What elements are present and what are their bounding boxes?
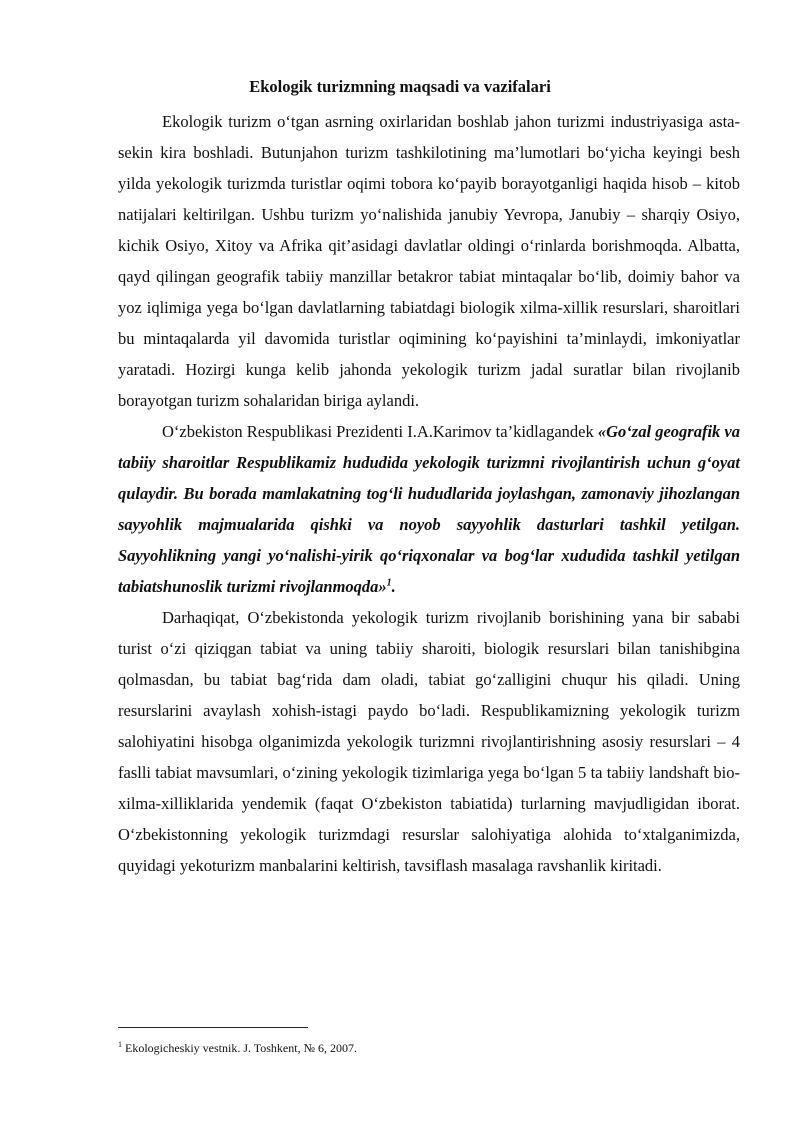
document-body [118, 106, 740, 881]
document-title: Ekologik turizmning maqsadi va vazifalari [249, 77, 551, 96]
paragraph-2-intro: O‘zbekiston Respublikasi Prezidenti I.A.Karimov ta’kidlagandek [162, 422, 594, 441]
footnote-text: Ekologicheskiy vestnik. J. Toshkent, № 6, 2007. [122, 1041, 358, 1055]
paragraph-3: Darhaqiqat, O‘zbekistonda yekologik turizm rivojlanib borishining yana bir sababi turist o‘zi qiziqgan tabiat va uning tabiiy sharoiti, biologik resurslari bilan tanishibgina qolmasdan, bu tabiat bag‘rida dam oladi, tabiat go‘zalligini chuqur his qiladi. Uning resurslarini avaylash xohish-istagi paydo bo‘ladi. Respublikamizning yekologik turizm salohiyatini hisobga olganimizda yekologik turizmni rivojlantirishning asosiy resurslari – 4 faslli tabiat mavsumlari, o‘zining yekologik tizimlariga yega bo‘lgan 5 ta tabiiy landshaft bio-xilma-xilliklarida yendemik (faqat O‘zbekiston tabiatida) turlarning mavjudligidan iborat. O‘zbekistonning yekologik turizmdagi resurslar salohiyatiga alohida to‘xtalganimizda, quyidagi yekoturizm manbalarini keltirish, tavsiflash masalaga ravshanlik kiritadi. [118, 608, 740, 875]
president-quote: «Go‘zal geografik va tabiiy sharoitlar Respublikamiz hududida yekologik turizmni rivojlantirish uchun g‘oyat qulaydir. Bu borada mamlakatning tog‘li hududlarida joylashgan, zamonaviy jihozlangan sayyohlik majmualarida qishki va noyob sayyohlik dasturlari tashkil yetilgan. Sayyohlikning yangi yo‘nalishi-yirik qo‘riqxonalar va bog‘lar xududida tashkil yetilgan tabiatshunoslik turizmi rivojlanmoqda» [118, 422, 740, 596]
paragraph-1: Ekologik turizm o‘tgan asrning oxirlaridan boshlab jahon turizmi industriyasiga asta-sekin kira boshladi. Butunjahon turizm tashkilotining ma’lumotlari bo‘yicha keyingi besh yilda yekologik turizmda turistlar oqimi tobora ko‘payib borayotganligi haqida hisob – kitob natijalari keltirilgan. Ushbu turizm yo‘nalishida janubiy Yevropa, Janubiy – sharqiy Osiyo, kichik Osiyo, Xitoy va Afrika qit’asidagi davlatlar oldingi o‘rinlarda borishmoqda. Albatta, qayd qilingan geografik tabiiy manzillar betakror tabiat mintaqalar bo‘lib, doimiy bahor va yoz iqlimiga yega bo‘lgan davlatlarning tabiatdagi biologik xilma-xillik resurslari, sharoitlari bu mintaqalarda yil davomida turistlar oqimining ko‘payishini ta’minlaydi, imkoniyatlar yaratadi. Hozirgi kunga kelib jahonda yekologik turizm jadal suratlar bilan rivojlanib borayotgan turizm sohalaridan biriga aylandi. [118, 112, 740, 410]
paragraph-2-end: . [391, 577, 396, 596]
paragraph-2 [118, 416, 740, 602]
footnote-separator [118, 1027, 308, 1028]
footnote-marker: 1 [118, 1040, 122, 1049]
footnote [118, 1041, 740, 1056]
footnote-reference: 1 [386, 577, 392, 589]
